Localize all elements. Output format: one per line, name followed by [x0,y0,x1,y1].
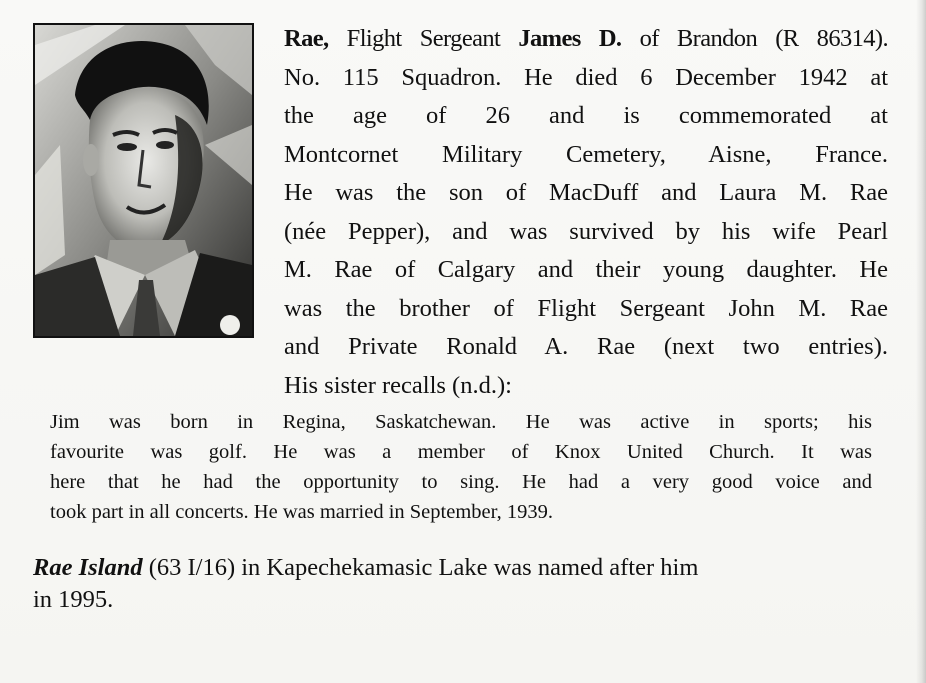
sister-quote [50,407,872,527]
quote-line: took part in all concerts. He was married in September, 1939. [50,501,553,523]
place-name-note [33,552,893,616]
entry-line: and Private Ronald A. Rae (next two entries). [284,333,888,360]
entry-line: His sister recalls (n.d.): [284,371,512,399]
entry-surname: Rae, [284,25,329,52]
quote-line: Jim was born in Regina, Saskatchewan. He was active in sports; his [50,411,872,433]
entry-line: M. Rae of Calgary and their young daughter. He [284,256,888,283]
entry-line: was the brother of Flight Sergeant John M. Rae [284,294,888,322]
entry-given-name: James D. [518,25,622,52]
quote-line: here that he had the opportunity to sing. He had a very good voice and [50,471,872,493]
entry-origin: of Brandon (R 86314). [621,25,888,52]
entry-line: the age of 26 and is commemorated at [284,102,888,129]
quote-line: favourite was golf. He was a member of Knox United Church. It was [50,441,872,463]
entry-line: No. 115 Squadron. He died 6 December 1942 at [284,63,888,91]
entry-line: (née Pepper), and was survived by his wife Pearl [284,217,888,245]
place-name-year: in 1995. [33,586,114,613]
entry-rank: Flight Sergeant [328,25,519,52]
portrait-photo [33,23,254,338]
entry-heading-line [284,20,888,59]
entry-paragraph [284,20,888,405]
place-name: Rae Island [33,554,143,581]
page-edge-shadow [916,0,926,683]
entry-line: Montcornet Military Cemetery, Aisne, France. [284,140,888,168]
entry-line: He was the son of MacDuff and Laura M. Rae [284,179,888,206]
place-name-details: (63 I/16) in Kapechekamasic Lake was named after him [142,554,699,581]
place-name-line [33,552,893,584]
